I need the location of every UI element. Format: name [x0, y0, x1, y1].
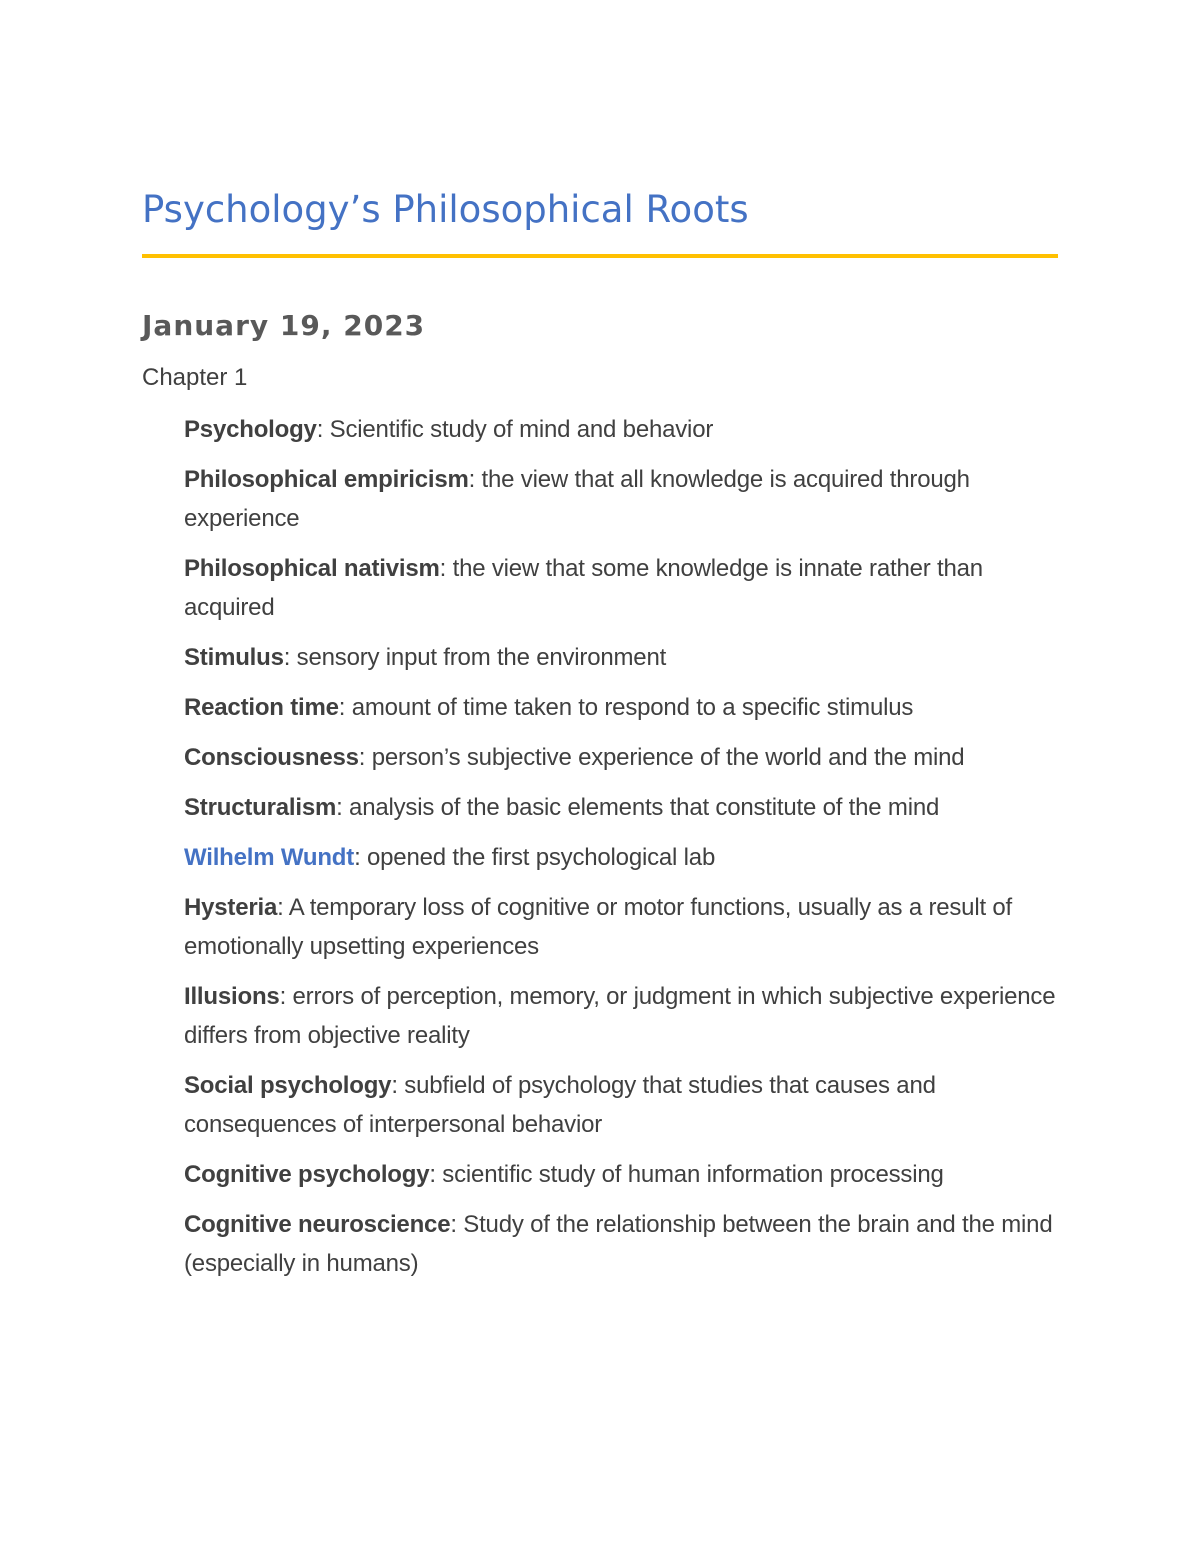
page-title: Psychology’s Philosophical Roots — [142, 188, 749, 231]
term-name: Reaction time — [184, 694, 339, 721]
term-definition: : amount of time taken to respond to a specific stimulus — [338, 694, 914, 721]
term-name: Structuralism — [184, 794, 337, 821]
term-definition: : Scientific study of mind and behavior — [316, 416, 714, 443]
term-definition: : the view that some knowledge is innate rather than acquired — [184, 555, 983, 621]
term-name: Cognitive psychology — [184, 1161, 430, 1188]
term-definition: : opened the first psychological lab — [354, 844, 716, 871]
term-name: Social psychology — [184, 1072, 392, 1099]
term-definition: : A temporary loss of cognitive or motor functions, usually as a result of emotionally upsetting experiences — [184, 894, 1013, 960]
term-name: Philosophical empiricism — [184, 466, 469, 493]
term-item-psychology — [184, 410, 1064, 449]
term-definition: : person’s subjective experience of the world and the mind — [358, 744, 965, 771]
term-definition: : the view that all knowledge is acquired through experience — [184, 466, 970, 532]
term-item-reaction-time — [184, 688, 1064, 727]
term-item-illusions — [184, 977, 1064, 1055]
term-item-hysteria — [184, 888, 1064, 966]
term-name: Consciousness — [184, 744, 359, 771]
term-item-structuralism — [184, 788, 1064, 827]
term-item-cognitive-psychology — [184, 1155, 1064, 1194]
term-name: Hysteria — [184, 894, 278, 921]
term-item-philosophical-nativism — [184, 549, 1064, 627]
term-item-social-psychology — [184, 1066, 1064, 1144]
term-definition: : sensory input from the environment — [283, 644, 667, 671]
term-item-wilhelm-wundt — [184, 838, 1064, 877]
chapter-label: Chapter 1 — [142, 364, 248, 391]
term-name: Stimulus — [184, 644, 284, 671]
term-definition: : analysis of the basic elements that constitute of the mind — [336, 794, 940, 821]
date-heading: January 19, 2023 — [142, 309, 426, 342]
term-item-consciousness — [184, 738, 1064, 777]
term-name: Illusions — [184, 983, 280, 1010]
term-item-stimulus — [184, 638, 1064, 677]
term-name: Philosophical nativism — [184, 555, 440, 582]
term-definition: : errors of perception, memory, or judgment in which subjective experience differs from objective reality — [184, 983, 1056, 1049]
term-definition: : Study of the relationship between the brain and the mind (especially in humans) — [184, 1211, 1053, 1277]
title-underline-rule — [142, 254, 1058, 258]
term-definition: : subfield of psychology that studies that causes and consequences of interpersonal behavior — [184, 1072, 936, 1138]
term-item-cognitive-neuroscience — [184, 1205, 1064, 1283]
term-name: Cognitive neuroscience — [184, 1211, 451, 1238]
wilhelm-wundt-link[interactable]: Wilhelm Wundt — [184, 844, 355, 871]
term-definition: : scientific study of human information processing — [429, 1161, 944, 1188]
term-name: Psychology — [184, 416, 317, 443]
term-list — [184, 410, 1064, 1294]
term-item-philosophical-empiricism — [184, 460, 1064, 538]
